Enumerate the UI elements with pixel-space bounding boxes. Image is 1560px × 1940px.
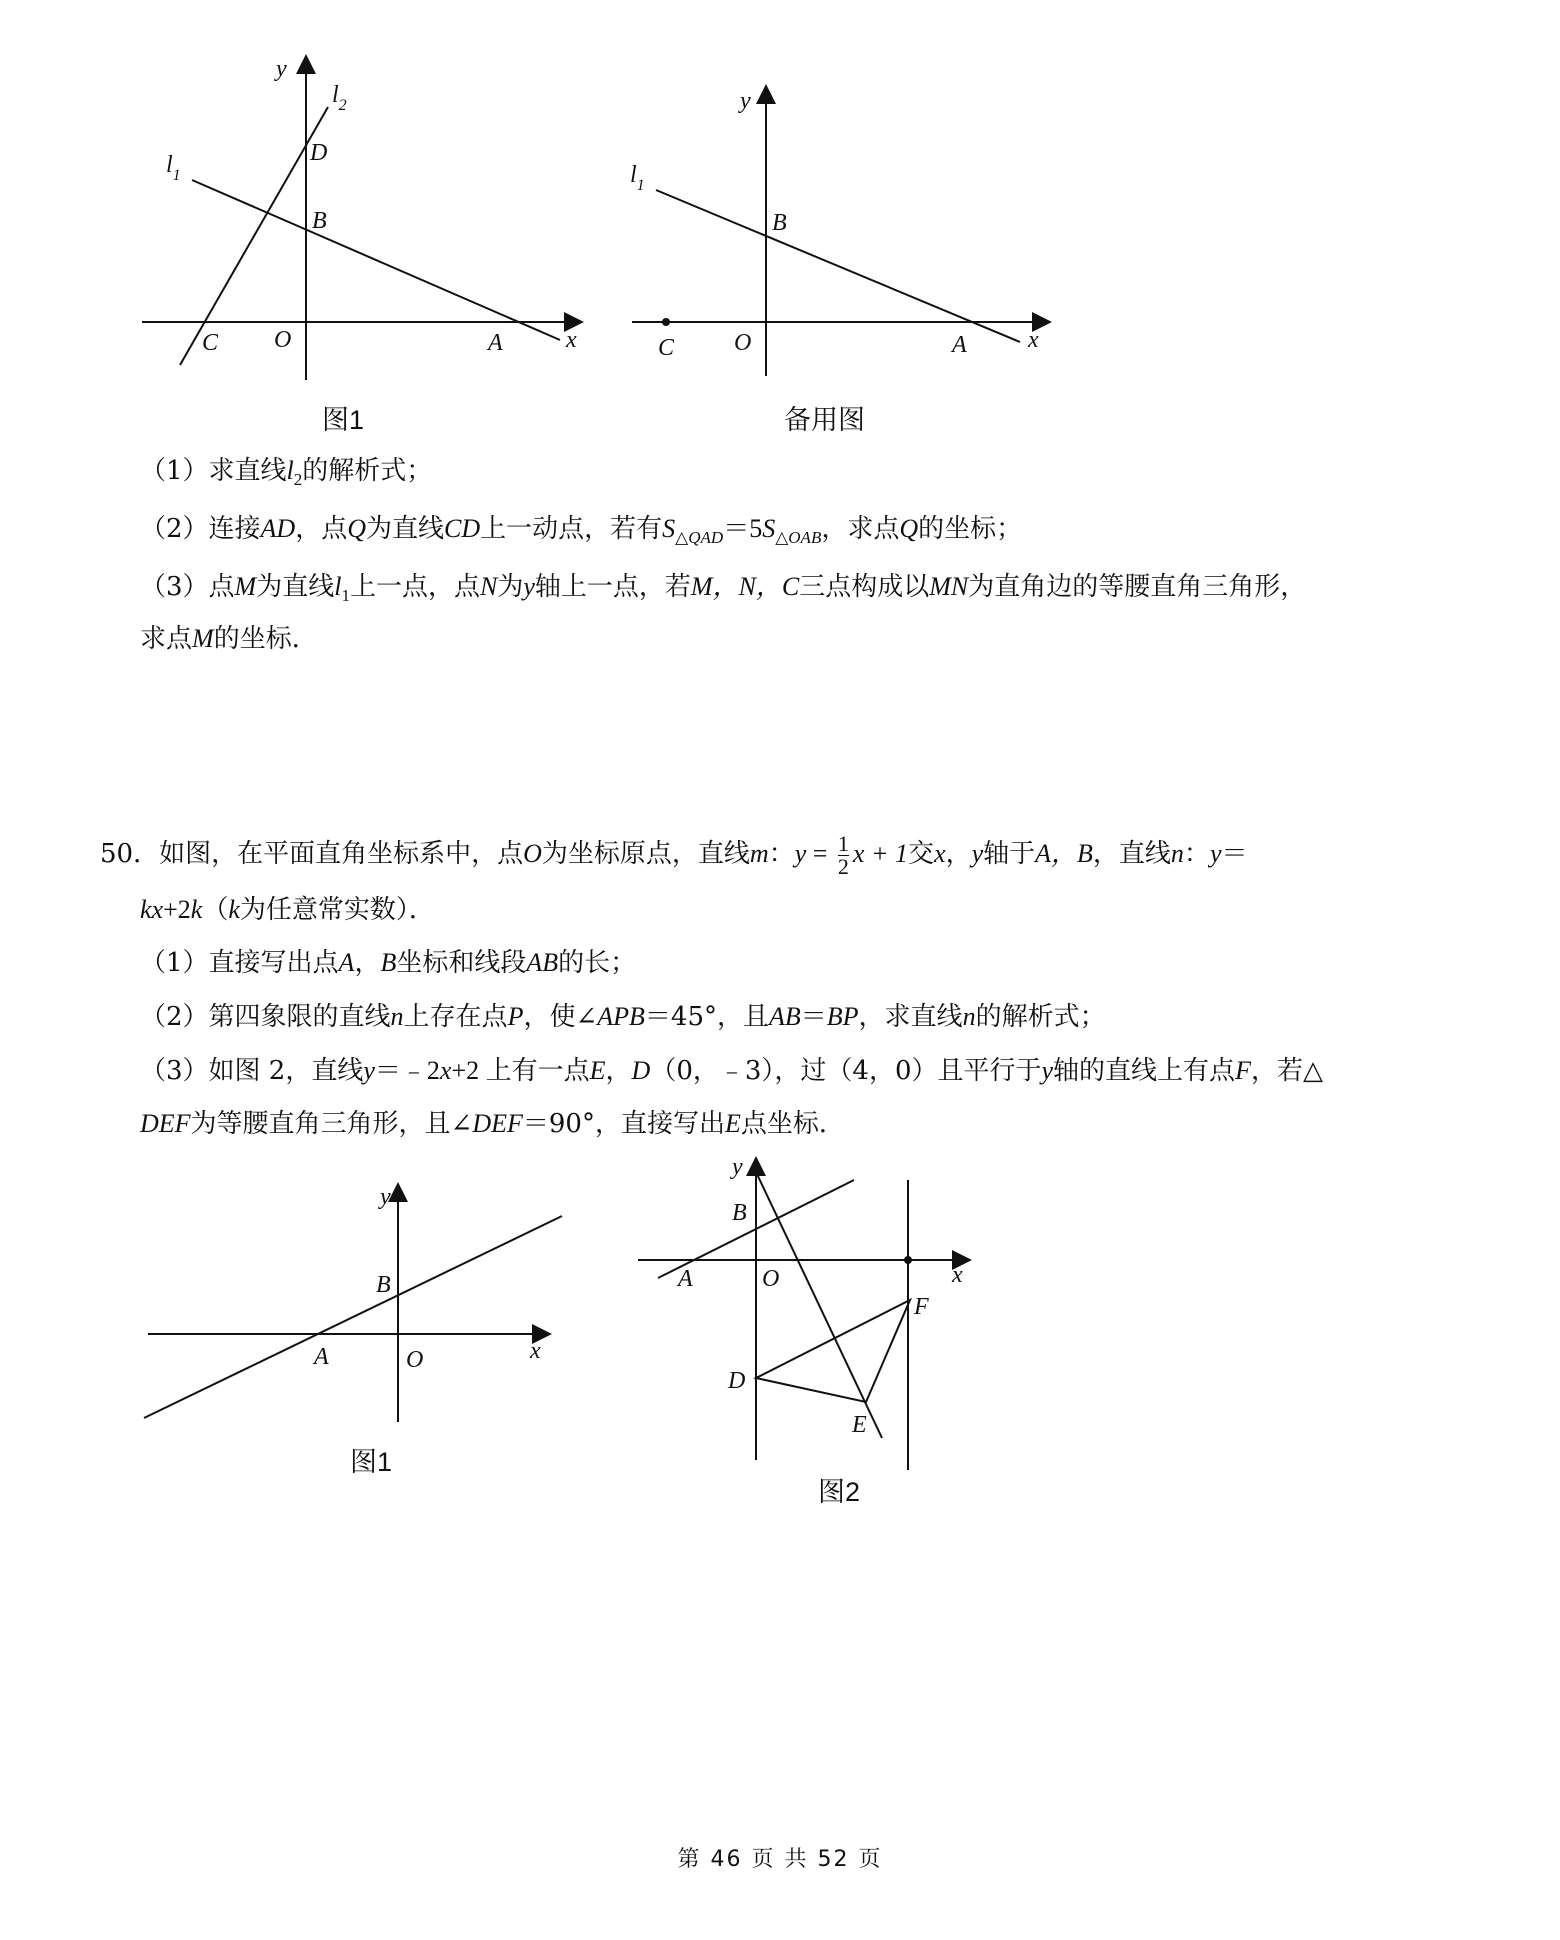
point-4-0 (904, 1256, 912, 1264)
line-m (144, 1216, 562, 1418)
q49-fig1-caption: 图1 (322, 405, 365, 435)
label-B: B (732, 1200, 747, 1226)
label-l1: $l_1$ (630, 162, 645, 194)
q49-figure-1 (130, 50, 590, 380)
label-A: A (314, 1344, 329, 1370)
q49-part1: （1）求直线$l_2$的解析式； (140, 456, 433, 489)
label-B: B (772, 210, 787, 236)
q50-fig2-caption: 图2 (818, 1477, 861, 1507)
label-y: y (380, 1184, 391, 1210)
q49-part3: （3）点M为直线$l_1$上一点，点N为y轴上一点，若M，N，C三点构成以MN为直角边的等腰直角三角形， (140, 572, 1307, 605)
label-C: C (658, 335, 675, 361)
label-F: F (914, 1294, 929, 1320)
q50-figure-2 (630, 1150, 980, 1480)
label-O: O (762, 1266, 780, 1292)
line-l1 (656, 190, 1020, 342)
label-O: O (734, 330, 752, 356)
label-D: D (310, 140, 328, 166)
q50-part2: （2）第四象限的直线n上存在点P，使∠APB＝45°，且AB＝BP，求直线n的解析式； (140, 1002, 1106, 1032)
q49-part3-cont: 求点M的坐标． (140, 624, 318, 654)
q49-part2: （2）连接AD，点Q为直线CD上一动点，若有$S_{\triangle QAD}=5S_{\triangle OAB}$，求点Q的坐标； (140, 514, 1023, 547)
label-y: y (740, 88, 751, 114)
label-x: x (952, 1262, 963, 1288)
label-A: A (678, 1266, 693, 1292)
q50-part3: （3）如图 2，直线y＝﹣2x+2 上有一点E，D（0，﹣3），过（4，0）且平行于y轴的直线上有点F，若△ (140, 1056, 1323, 1086)
label-y: y (276, 56, 287, 82)
label-C: C (202, 330, 219, 356)
q50-part1: （1）直接写出点A，B坐标和线段AB的长； (140, 948, 637, 978)
label-x: x (566, 327, 577, 353)
label-O: O (274, 327, 292, 353)
label-B: B (376, 1272, 391, 1298)
label-x: x (530, 1338, 541, 1364)
label-O: O (406, 1347, 424, 1373)
line-y-neg2x-plus2 (756, 1172, 882, 1438)
q49-backup-figure (620, 80, 1060, 380)
label-E: E (852, 1412, 867, 1438)
label-y: y (732, 1154, 743, 1180)
q50-figure-1 (130, 1178, 570, 1438)
label-l2: $l_2$ (332, 82, 347, 114)
q50-stem: 50．如图，在平面直角坐标系中，点O为坐标原点，直线m：y = $\frac{1}{2}$ x + 1交x，y轴于A，B，直线n：y＝ (100, 830, 1248, 879)
point-C (662, 318, 670, 326)
page-footer: 第 46 页 共 52 页 (677, 1847, 883, 1872)
label-l1: $l_1$ (166, 152, 181, 184)
fraction-one-half: $\frac{1}{2}$ (837, 830, 849, 879)
q49-backup-caption: 备用图 (784, 405, 865, 435)
label-x: x (1028, 327, 1039, 353)
label-A: A (488, 330, 503, 356)
triangle-DEF (756, 1300, 910, 1402)
label-D: D (728, 1368, 746, 1394)
line-l1 (192, 180, 560, 340)
q50-part3-cont: DEF为等腰直角三角形，且∠DEF＝90°，直接写出E点坐标． (140, 1109, 845, 1139)
q50-fig1-caption: 图1 (350, 1447, 393, 1477)
q50-stem-cont: kx+2k（k为任意常实数）． (140, 895, 435, 925)
label-B: B (312, 208, 327, 234)
label-A: A (952, 332, 967, 358)
